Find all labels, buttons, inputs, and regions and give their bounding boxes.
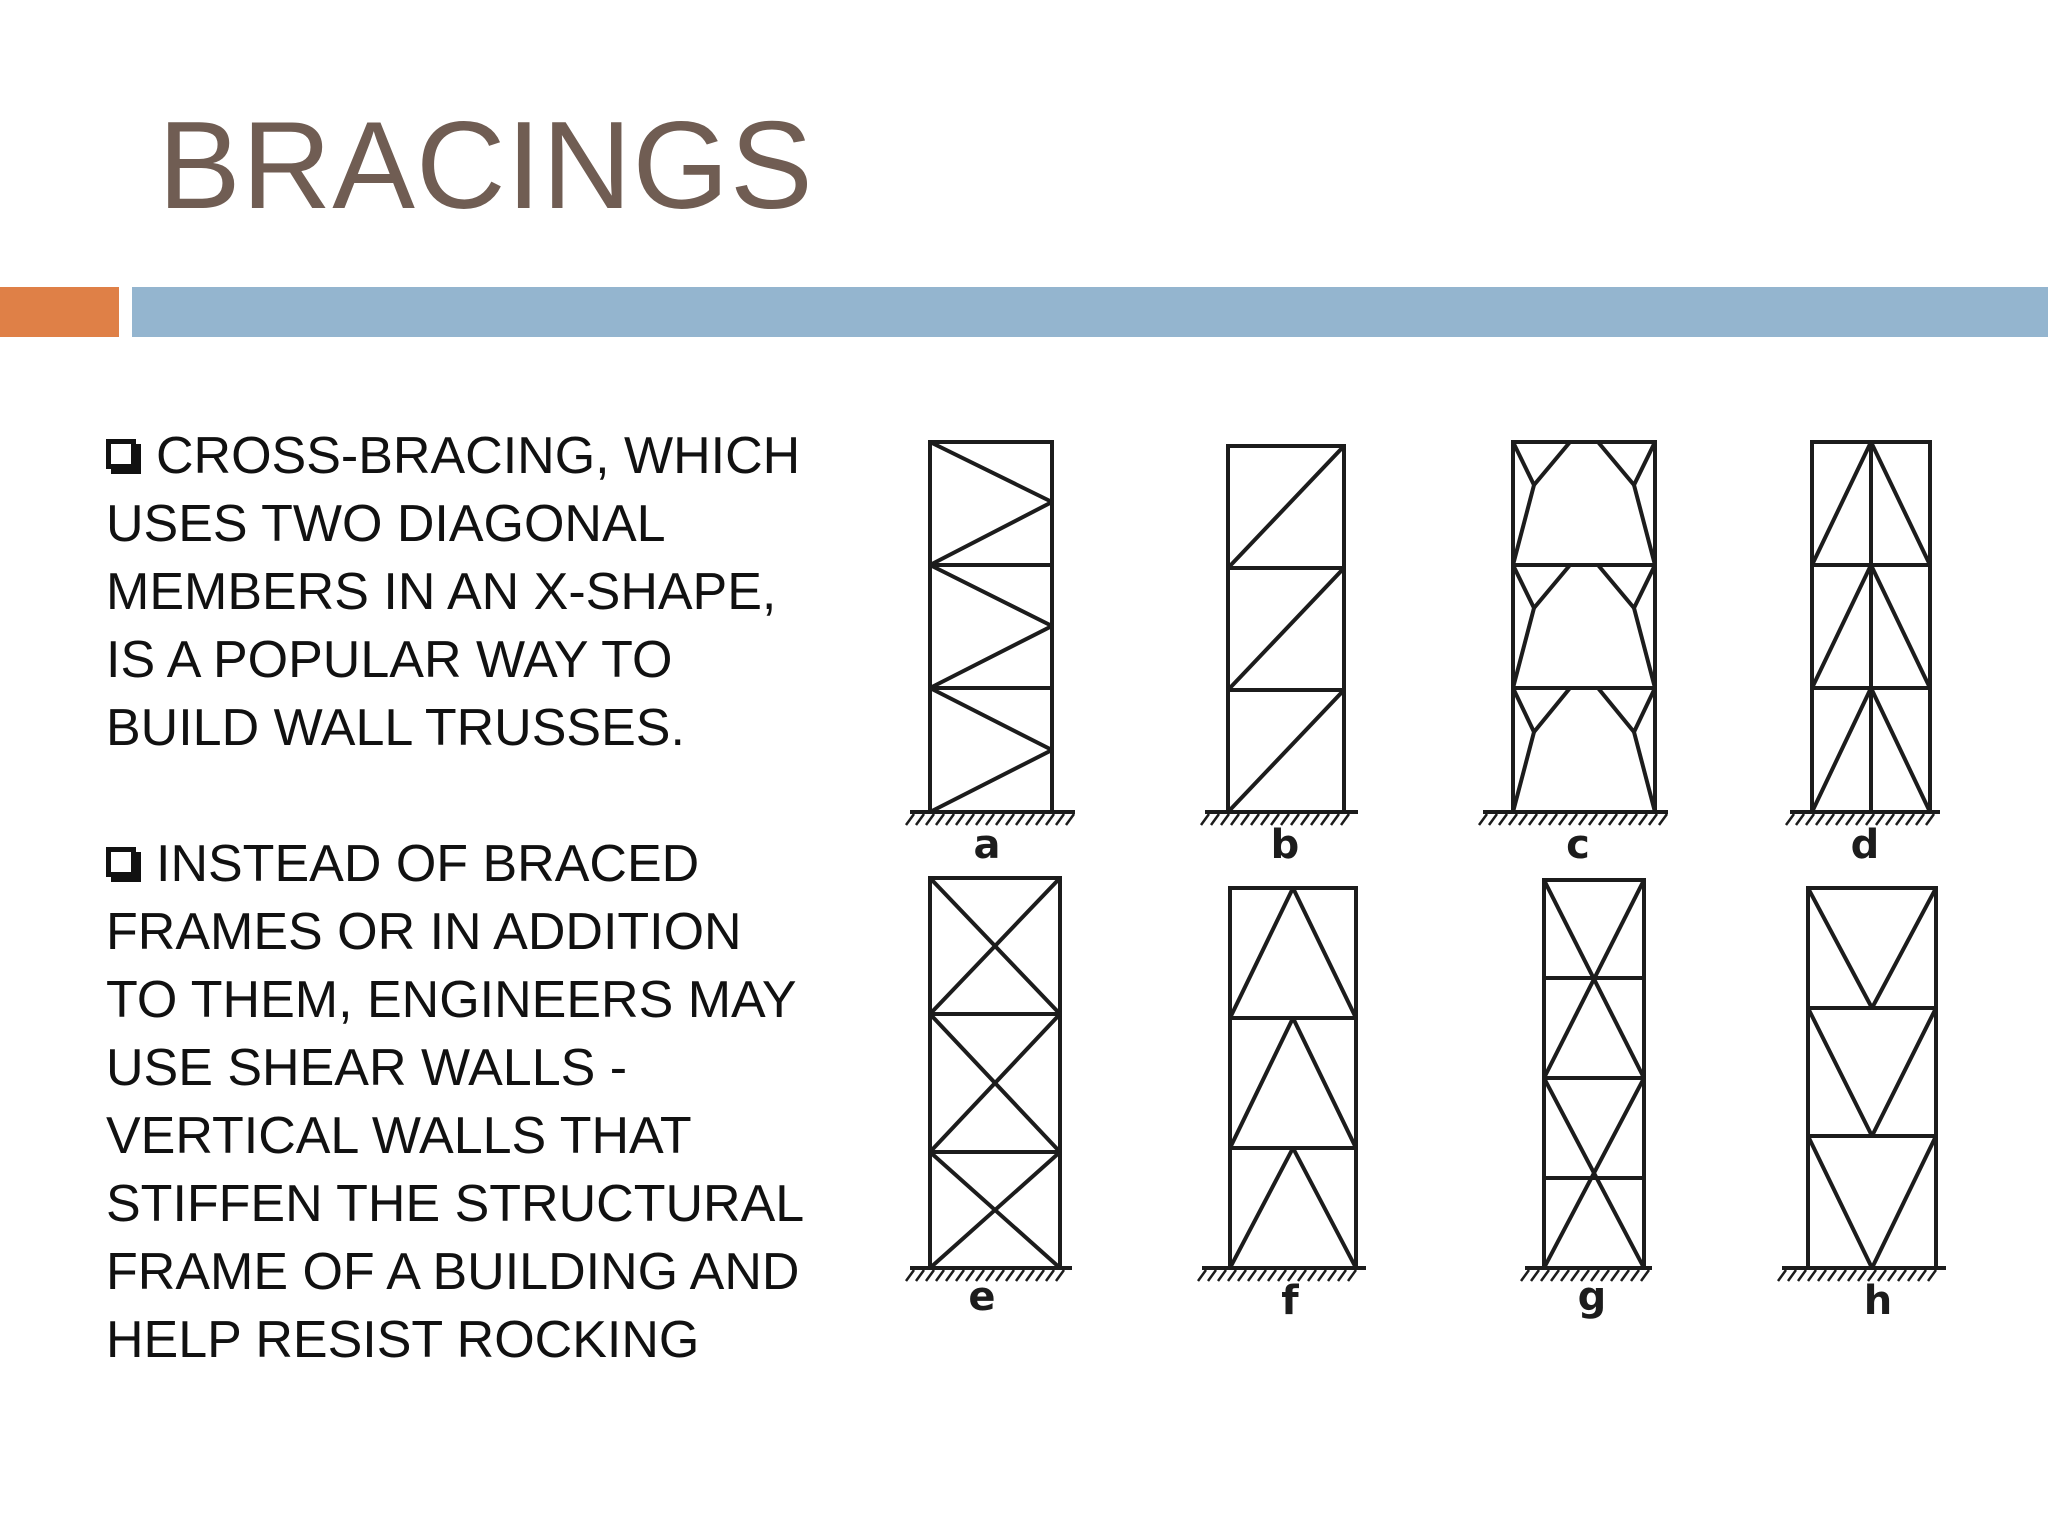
- ground-hatch: [1036, 1270, 1044, 1281]
- ground-hatch: [1589, 814, 1597, 825]
- ground-hatch: [1056, 814, 1064, 825]
- ground-hatch: [1886, 814, 1894, 825]
- ground-hatch: [946, 1270, 954, 1281]
- ground-hatch: [1338, 1270, 1346, 1281]
- ground-hatch: [1208, 1270, 1216, 1281]
- ground-hatch: [1201, 814, 1209, 825]
- ground-hatch: [1908, 1270, 1916, 1281]
- ground-hatch: [1258, 1270, 1266, 1281]
- ground-hatch: [1561, 1270, 1569, 1281]
- ground-hatch: [1348, 1270, 1356, 1281]
- ground-hatch: [1838, 1270, 1846, 1281]
- ground-hatch: [1321, 814, 1329, 825]
- accent-band: [0, 287, 119, 337]
- ground-hatch: [1828, 1270, 1836, 1281]
- ground-hatch: [1798, 1270, 1806, 1281]
- ground-hatch: [1649, 814, 1657, 825]
- ground-hatch: [1221, 814, 1229, 825]
- ground-hatch: [1906, 814, 1914, 825]
- ground-hatch: [1026, 1270, 1034, 1281]
- ground-hatch: [1509, 814, 1517, 825]
- ground-hatch: [1228, 1270, 1236, 1281]
- frame-label-b: b: [1270, 822, 1300, 868]
- slide-title: BRACINGS: [158, 97, 814, 235]
- ground-hatch: [1301, 814, 1309, 825]
- ground-hatch: [1056, 1270, 1064, 1281]
- ground-hatch: [1641, 1270, 1649, 1281]
- frame-g: [1521, 880, 1652, 1320]
- ground-hatch: [1489, 814, 1497, 825]
- ground-hatch: [1251, 814, 1259, 825]
- ground-hatch: [1629, 814, 1637, 825]
- ground-hatch: [1786, 814, 1794, 825]
- ground-hatch: [1818, 1270, 1826, 1281]
- ground-hatch: [1328, 1270, 1336, 1281]
- ground-hatch: [1621, 1270, 1629, 1281]
- ground-hatch: [1479, 814, 1487, 825]
- frame-label-a: a: [973, 822, 1001, 868]
- ground-hatch: [936, 1270, 944, 1281]
- frame-label-d: d: [1850, 822, 1880, 868]
- ground-hatch: [956, 814, 964, 825]
- frame-b: [1201, 446, 1358, 868]
- ground-hatch: [1918, 1270, 1926, 1281]
- ground-hatch: [1549, 814, 1557, 825]
- ground-hatch: [906, 814, 914, 825]
- ground-hatch: [1778, 1270, 1786, 1281]
- ground-hatch: [1331, 814, 1339, 825]
- ground-hatch: [1519, 814, 1527, 825]
- ground-hatch: [1006, 1270, 1014, 1281]
- ground-hatch: [1788, 1270, 1796, 1281]
- ground-hatch: [1298, 1270, 1306, 1281]
- ground-hatch: [1539, 814, 1547, 825]
- frame-label-f: f: [1281, 1278, 1299, 1324]
- ground-hatch: [926, 1270, 934, 1281]
- ground-hatch: [1006, 814, 1014, 825]
- ground-hatch: [1898, 1270, 1906, 1281]
- ground-hatch: [1308, 1270, 1316, 1281]
- bullet-cross-bracing: [106, 422, 806, 762]
- frame-label-c: c: [1566, 822, 1590, 868]
- frame-c: [1479, 442, 1668, 868]
- ground-hatch: [1926, 814, 1934, 825]
- title-divider-band: [132, 287, 2048, 337]
- ground-hatch: [1046, 1270, 1054, 1281]
- ground-hatch: [1318, 1270, 1326, 1281]
- frame-label-e: e: [968, 1274, 996, 1320]
- ground-hatch: [1499, 814, 1507, 825]
- ground-hatch: [1046, 814, 1054, 825]
- bracing-types-diagram: [880, 410, 2000, 1330]
- ground-hatch: [926, 814, 934, 825]
- ground-hatch: [1241, 814, 1249, 825]
- ground-hatch: [936, 814, 944, 825]
- ground-hatch: [1268, 1270, 1276, 1281]
- frame-d: [1786, 442, 1940, 868]
- ground-hatch: [1248, 1270, 1256, 1281]
- ground-hatch: [1066, 814, 1074, 825]
- checkbox-bullet-icon: [106, 847, 136, 877]
- ground-hatch: [1231, 814, 1239, 825]
- ground-hatch: [1848, 1270, 1856, 1281]
- ground-hatch: [1611, 1270, 1619, 1281]
- ground-hatch: [1928, 1270, 1936, 1281]
- ground-hatch: [1619, 814, 1627, 825]
- checkbox-bullet-icon: [106, 439, 136, 469]
- ground-hatch: [1639, 814, 1647, 825]
- bullet-text: INSTEAD OF BRACED FRAMES OR IN ADDITION TO THEM, ENGINEERS MAY USE SHEAR WALLS - VERTICAL WALLS THAT STIFFEN THE STRUCTURAL FRAME OF A BUILDING AND HELP RESIST ROCKING: [106, 835, 803, 1369]
- frame-a: [906, 442, 1075, 868]
- ground-support: [1778, 1268, 1946, 1281]
- ground-hatch: [1521, 1270, 1529, 1281]
- ground-hatch: [1218, 1270, 1226, 1281]
- ground-hatch: [1261, 814, 1269, 825]
- ground-hatch: [1016, 814, 1024, 825]
- ground-hatch: [1531, 1270, 1539, 1281]
- ground-hatch: [1529, 814, 1537, 825]
- frame-h: [1778, 888, 1946, 1324]
- ground-hatch: [1631, 1270, 1639, 1281]
- ground-hatch: [1896, 814, 1904, 825]
- frame-label-h: h: [1863, 1278, 1893, 1324]
- ground-hatch: [1796, 814, 1804, 825]
- ground-hatch: [1826, 814, 1834, 825]
- frame-f: [1198, 888, 1366, 1324]
- ground-hatch: [1341, 814, 1349, 825]
- ground-hatch: [1016, 1270, 1024, 1281]
- ground-hatch: [1836, 814, 1844, 825]
- frame-e: [906, 878, 1072, 1320]
- bullet-list: [106, 422, 806, 1536]
- ground-hatch: [1808, 1270, 1816, 1281]
- ground-hatch: [1541, 1270, 1549, 1281]
- ground-hatch: [916, 814, 924, 825]
- ground-hatch: [956, 1270, 964, 1281]
- ground-hatch: [906, 1270, 914, 1281]
- ground-hatch: [996, 1270, 1004, 1281]
- ground-hatch: [1806, 814, 1814, 825]
- ground-hatch: [1036, 814, 1044, 825]
- ground-hatch: [916, 1270, 924, 1281]
- ground-hatch: [1026, 814, 1034, 825]
- bullet-text: CROSS-BRACING, WHICH USES TWO DIAGONAL MEMBERS IN AN X-SHAPE, IS A POPULAR WAY TO BUILD WALL TRUSSES.: [106, 427, 801, 757]
- ground-hatch: [1816, 814, 1824, 825]
- ground-hatch: [1211, 814, 1219, 825]
- ground-hatch: [1311, 814, 1319, 825]
- bullet-shear-walls: [106, 830, 806, 1374]
- ground-hatch: [1659, 814, 1667, 825]
- ground-hatch: [1599, 814, 1607, 825]
- ground-hatch: [1916, 814, 1924, 825]
- frame-label-g: g: [1577, 1274, 1607, 1320]
- ground-hatch: [1609, 814, 1617, 825]
- ground-hatch: [946, 814, 954, 825]
- ground-hatch: [1198, 1270, 1206, 1281]
- ground-hatch: [1238, 1270, 1246, 1281]
- ground-hatch: [1551, 1270, 1559, 1281]
